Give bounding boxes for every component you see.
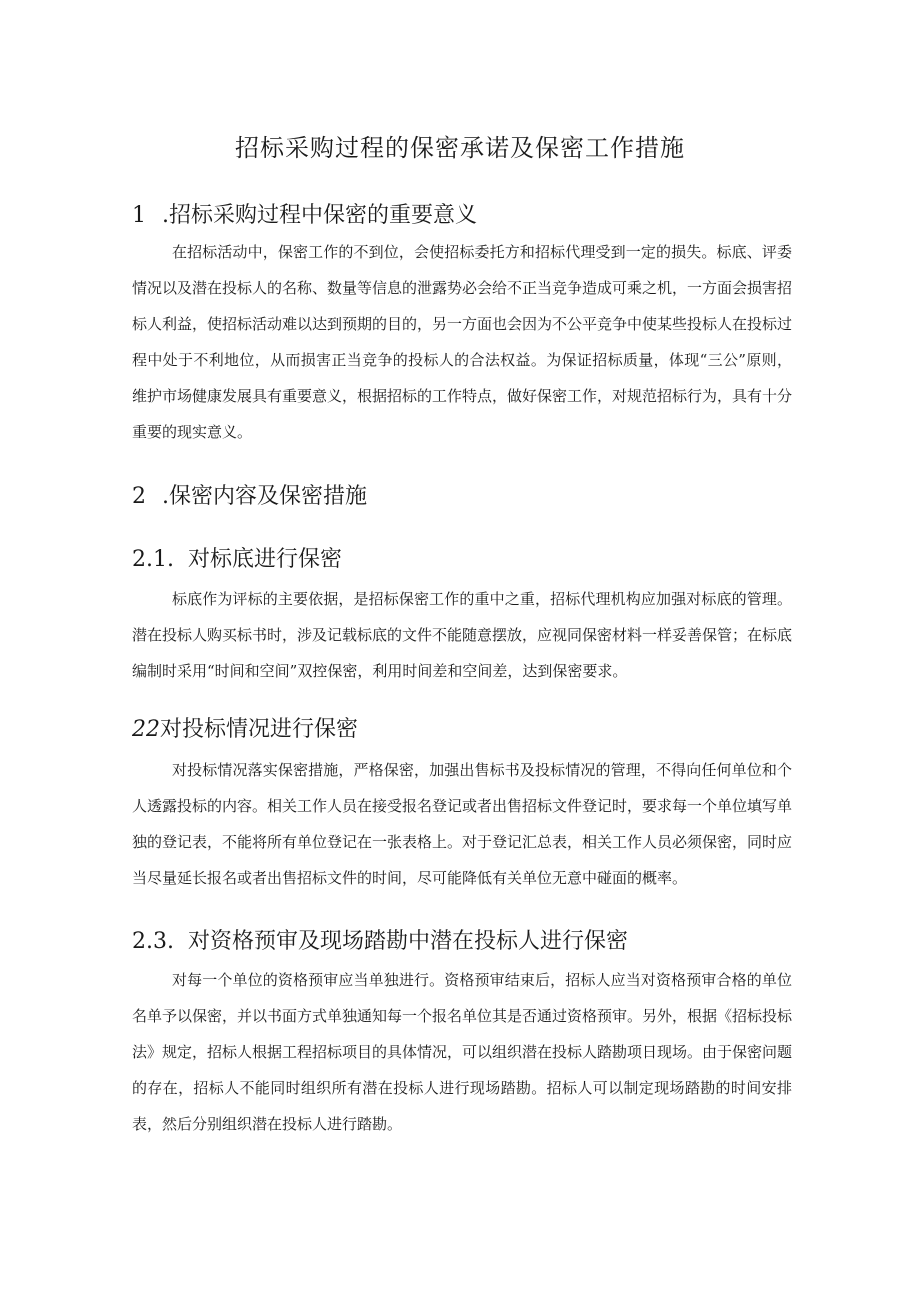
subsection-2-1-paragraph: 标底作为评标的主要依据，是招标保密工作的重中之重，招标代理机构应加强对标底的管理。潜在投标人购买标书时，涉及记载标底的文件不能随意摆放，应视同保密材料一样妥善保管；在标底编制时采用“时间和空间”双控保密，利用时间差和空间差，达到保密要求。 — [132, 590, 793, 680]
section-2-title: .保密内容及保密措施 — [162, 484, 367, 509]
subsection-2-3-heading — [132, 924, 628, 955]
subsection-2-3-number: 2.3. — [132, 929, 174, 954]
subsection-2-2-title: 对投标情况进行保密 — [160, 717, 359, 742]
subsection-2-1-heading — [132, 542, 342, 573]
section-1-number: 1 — [132, 203, 146, 228]
subsection-2-3-title: 对资格预审及现场踏勘中潜在投标人进行保密 — [187, 929, 628, 954]
subsection-2-1-title: 对标底进行保密 — [187, 547, 342, 572]
section-1-heading — [132, 198, 477, 229]
subsection-2-3-paragraph: 对每一个单位的资格预审应当单独进行。资格预审结束后，招标人应当对资格预审合格的单位名单予以保密，并以书面方式单独通知每一个报名单位其是否通过资格预审。另外，根据《招标投标法》规定，招标人根据工程招标项目的具体情况，可以组织潜在投标人踏勘项日现场。由于保密问题的存在，招标人不能同时组织所有潜在投标人进行现场踏勘。招标人可以制定现场踏勘的时间安排表，然后分别组织潜在投标人进行踏勘。 — [132, 971, 793, 1133]
section-2-heading — [132, 479, 367, 510]
section-1-paragraph: 在招标活动中，保密工作的不到位，会使招标委托方和招标代理受到一定的损失。标底、评委情况以及潜在投标人的名称、数量等信息的泄露势必会给不正当竞争造成可乘之机，一方面会损害招标人利益，使招标活动难以达到预期的目的，另一方面也会因为不公平竞争中使某些投标人在投标过程中处于不利地位，从而损害正当竞争的投标人的合法权益。为保证招标质量，体现“三公”原则，维护市场健康发展具有重要意义，根据招标的工作特点，做好保密工作，对规范招标行为，具有十分重要的现实意义。 — [132, 243, 793, 441]
document-title: 招标采购过程的保密承诺及保密工作措施 — [235, 134, 685, 162]
subsection-2-2-heading — [132, 712, 358, 743]
section-1-title: .招标采购过程中保密的重要意义 — [162, 203, 477, 228]
section-2-number: 2 — [132, 484, 146, 509]
subsection-2-2-number: 22 — [132, 717, 160, 742]
subsection-2-1-number: 2.1. — [132, 547, 174, 572]
subsection-2-2-paragraph: 对投标情况落实保密措施，严格保密，加强出售标书及投标情况的管理，不得向任何单位和个人透露投标的内容。相关工作人员在接受报名登记或者出售招标文件登记时，要求每一个单位填写单独的登记表，不能将所有单位登记在一张表格上。对于登记汇总表，相关工作人员必须保密，同时应当尽量延长报名或者出售招标文件的时间，尽可能降低有关单位无意中碰面的概率。 — [132, 761, 793, 887]
